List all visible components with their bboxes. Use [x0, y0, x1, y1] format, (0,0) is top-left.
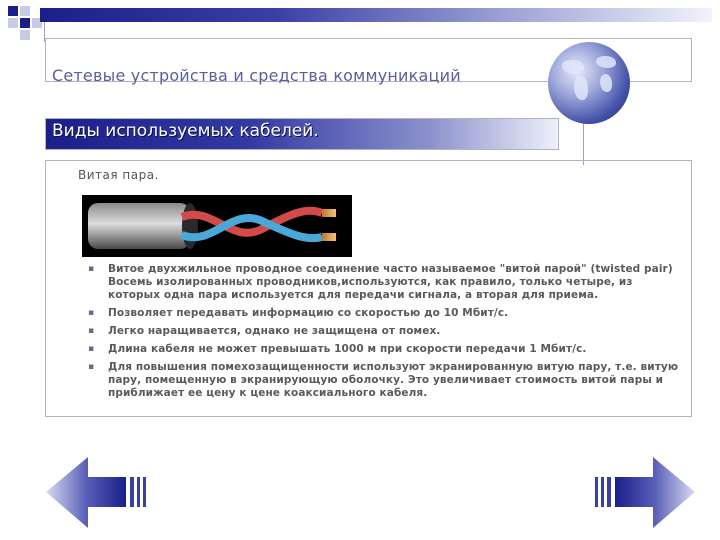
- bullet-icon: ▪: [88, 326, 95, 336]
- page-title: Сетевые устройства и средства коммуникаций: [52, 66, 461, 85]
- list-item: [86, 307, 686, 320]
- arrow-right-icon: [592, 455, 697, 530]
- bullet-icon: ▪: [88, 264, 95, 274]
- decor-square: [8, 6, 18, 16]
- list-item: [86, 263, 686, 302]
- list-item: [86, 343, 686, 356]
- list-item: [86, 325, 686, 338]
- list-item: [86, 361, 686, 400]
- decor-square: [20, 18, 30, 28]
- list-item-text: Для повышения помехозащищенности используют экранированную витую пару, т.е. витую пару, помещенную в экранирующую оболочку. Это увеличивает стоимость витой пары и приближает ее цену к цене коаксиального кабеля.: [108, 361, 679, 399]
- decor-square: [8, 18, 18, 28]
- list-item-text: Витое двухжильное проводное соединение часто называемое "витой парой" (twisted pair) Восемь изолированных проводников,используются, как правило, только четыре, из которых одна пара используется для передачи сигнала, а вторая для приема.: [108, 263, 673, 301]
- twisted-pair-cable-image: [82, 195, 352, 257]
- bullet-icon: ▪: [88, 344, 95, 354]
- bullet-icon: ▪: [88, 308, 95, 318]
- header-band: [40, 8, 712, 22]
- decor-square: [20, 30, 30, 40]
- bullet-list: [86, 263, 686, 405]
- divider-line: [583, 120, 584, 165]
- bullet-icon: ▪: [88, 362, 95, 372]
- list-item-text: Длина кабеля не может превышать 1000 м при скорости передачи 1 Мбит/с.: [108, 343, 587, 355]
- next-slide-button[interactable]: [592, 455, 697, 530]
- globe-icon: [548, 42, 630, 124]
- image-caption: Витая пара.: [78, 168, 159, 182]
- decor-square: [20, 6, 30, 16]
- list-item-text: Легко наращивается, однако не защищена от помех.: [108, 325, 441, 337]
- list-item-text: Позволяет передавать информацию со скоростью до 10 Мбит/с.: [108, 307, 509, 319]
- arrow-left-icon: [44, 455, 149, 530]
- prev-slide-button[interactable]: [44, 455, 149, 530]
- section-title: Виды используемых кабелей.: [52, 121, 319, 141]
